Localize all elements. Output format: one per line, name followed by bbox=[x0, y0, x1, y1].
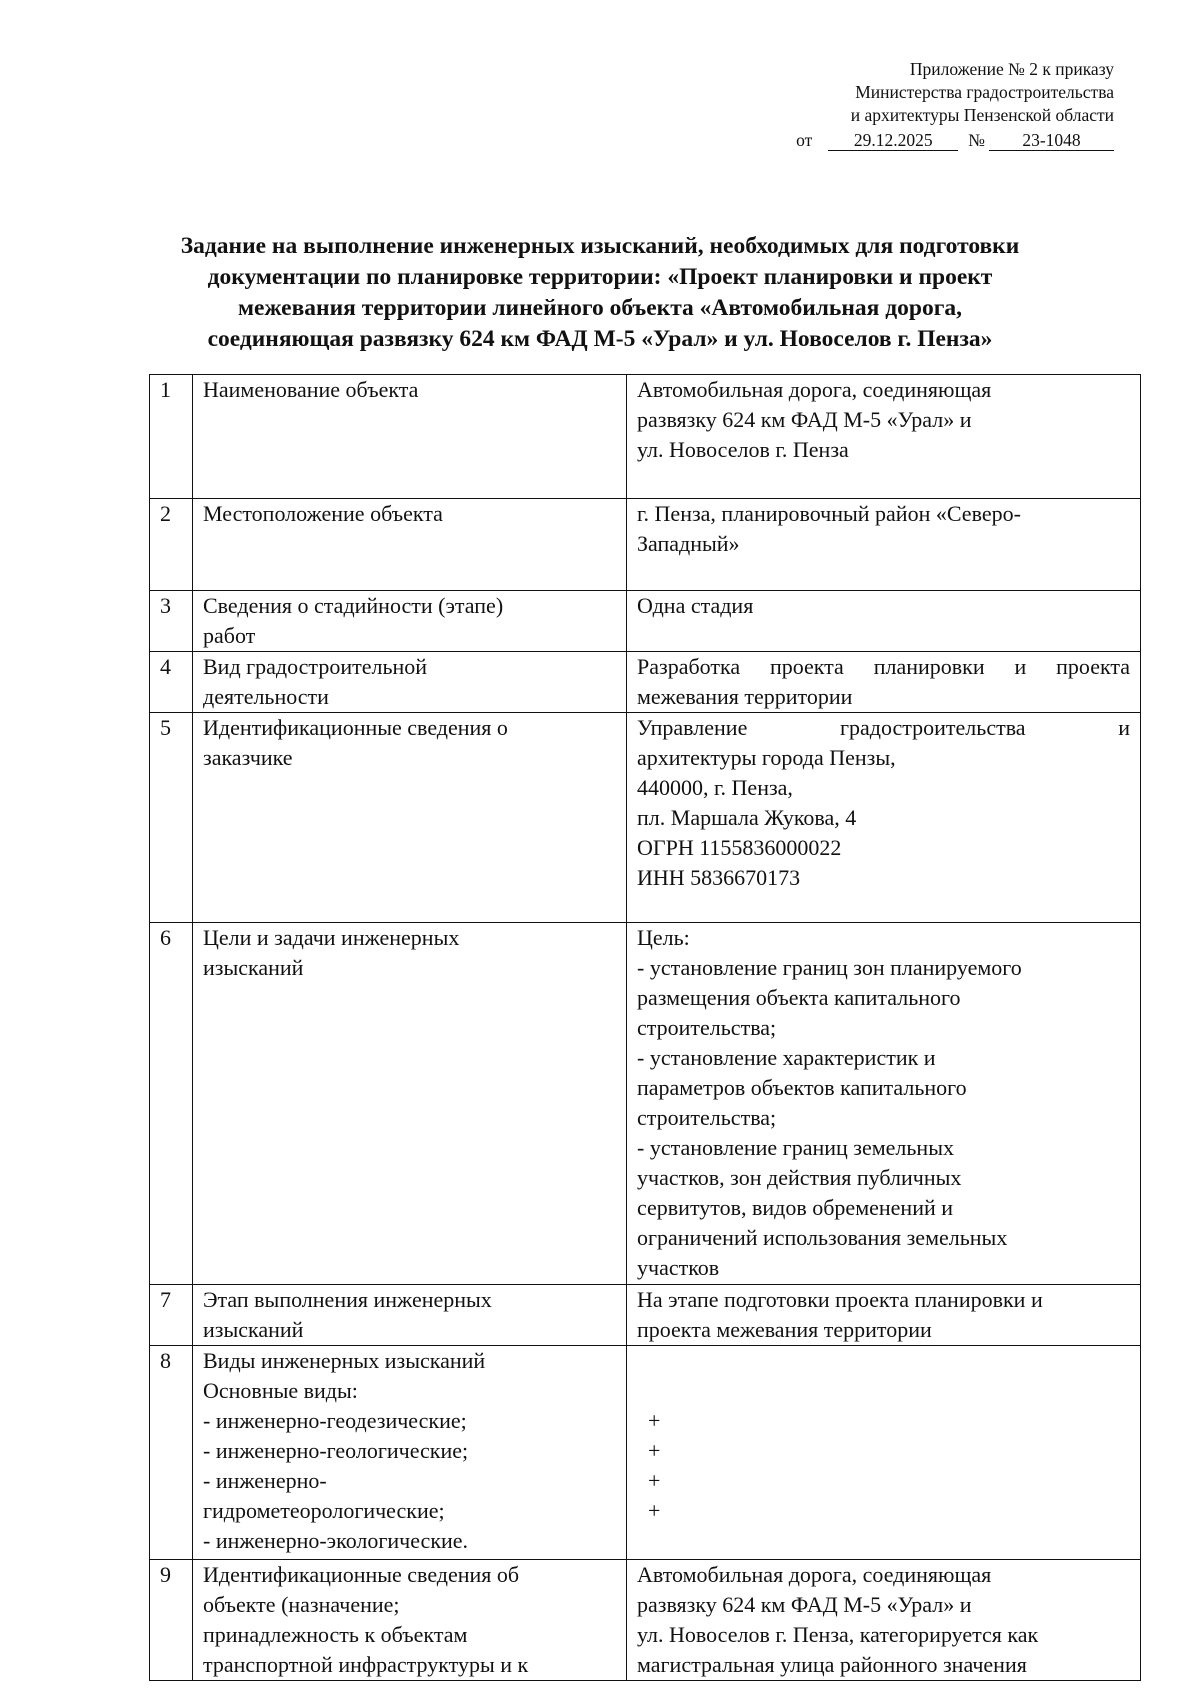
value-line: строительства; bbox=[637, 1105, 777, 1130]
label-line: объекте (назначение; bbox=[203, 1592, 400, 1617]
table-row bbox=[150, 1285, 1141, 1346]
title-line: соединяющая развязку 624 км ФАД М-5 «Урал» и ул. Новоселов г. Пенза» bbox=[207, 326, 993, 352]
row-label bbox=[193, 713, 627, 923]
value-line: - установление характеристик и bbox=[637, 1045, 936, 1070]
order-reference bbox=[784, 129, 1114, 152]
order-date: 29.12.2025 bbox=[828, 130, 958, 151]
value-line: развязку 624 км ФАД М-5 «Урал» и bbox=[637, 1592, 972, 1617]
row-label bbox=[193, 1346, 627, 1560]
title-line: документации по планировке территории: «Проект планировки и проект bbox=[207, 264, 993, 290]
row-number: 9 bbox=[150, 1560, 193, 1681]
appendix-line: Приложение № 2 к приказу bbox=[909, 59, 1114, 79]
value-line: - установление границ зон планируемого bbox=[637, 955, 1022, 980]
table-row bbox=[150, 923, 1141, 1285]
label-line: - инженерно-геологические; bbox=[203, 1438, 469, 1463]
value-line: участков bbox=[637, 1255, 720, 1280]
value-line: участков, зон действия публичных bbox=[637, 1165, 962, 1190]
value-line: Одна стадия bbox=[637, 593, 754, 618]
plus-mark: + bbox=[648, 1408, 661, 1433]
row-label bbox=[193, 923, 627, 1285]
label-line: Основные виды: bbox=[203, 1378, 358, 1403]
value-line: развязку 624 км ФАД М-5 «Урал» и bbox=[637, 407, 972, 432]
value-line: На этапе подготовки проекта планировки и bbox=[637, 1287, 1043, 1312]
value-line: архитектуры города Пензы, bbox=[637, 745, 896, 770]
plus-mark: + bbox=[648, 1468, 661, 1493]
appendix-header bbox=[784, 58, 1114, 152]
value-line: - установление границ земельных bbox=[637, 1135, 954, 1160]
row-value bbox=[627, 1560, 1141, 1681]
value-line: Автомобильная дорога, соединяющая bbox=[637, 1562, 992, 1587]
label-line: - инженерно-геодезические; bbox=[203, 1408, 467, 1433]
document-title bbox=[120, 231, 1080, 355]
value-line: г. Пенза, планировочный район «Северо- bbox=[637, 501, 1021, 526]
order-number-label: № bbox=[968, 130, 985, 150]
row-number: 5 bbox=[150, 713, 193, 923]
label-line: Наименование объекта bbox=[203, 377, 419, 402]
row-label bbox=[193, 652, 627, 713]
table-row bbox=[150, 1560, 1141, 1681]
row-value bbox=[627, 713, 1141, 923]
label-line: гидрометеорологические; bbox=[203, 1498, 445, 1523]
plus-mark: + bbox=[648, 1438, 661, 1463]
table-row bbox=[150, 499, 1141, 591]
label-line: - инженерно- bbox=[203, 1468, 327, 1493]
row-label bbox=[193, 1285, 627, 1346]
value-line: пл. Маршала Жукова, 4 bbox=[637, 805, 857, 830]
value-line: межевания территории bbox=[637, 684, 853, 709]
value-line: ул. Новоселов г. Пенза bbox=[637, 437, 849, 462]
value-line: строительства; bbox=[637, 1015, 777, 1040]
table-row bbox=[150, 713, 1141, 923]
label-line: Идентификационные сведения об bbox=[203, 1562, 520, 1587]
row-number: 8 bbox=[150, 1346, 193, 1560]
value-line: проекта межевания территории bbox=[637, 1317, 932, 1342]
value-line: 440000, г. Пенза, bbox=[637, 775, 793, 800]
table-row bbox=[150, 375, 1141, 499]
row-label bbox=[193, 375, 627, 499]
row-value bbox=[627, 923, 1141, 1285]
value-line: сервитутов, видов обременений и bbox=[637, 1195, 954, 1220]
label-line: изысканий bbox=[203, 955, 304, 980]
label-line: Местоположение объекта bbox=[203, 501, 443, 526]
value-line: размещения объекта капитального bbox=[637, 985, 961, 1010]
row-number: 4 bbox=[150, 652, 193, 713]
label-line: Цели и задачи инженерных bbox=[203, 925, 460, 950]
label-line: принадлежность к объектам bbox=[203, 1622, 468, 1647]
value-line: ИНН 5836670173 bbox=[637, 865, 801, 890]
value-line: Управление градостроительства и bbox=[637, 715, 1130, 740]
row-label bbox=[193, 1560, 627, 1681]
row-value bbox=[627, 375, 1141, 499]
row-number: 7 bbox=[150, 1285, 193, 1346]
title-line: межевания территории линейного объекта «Автомобильная дорога, bbox=[238, 295, 962, 321]
value-line: ул. Новоселов г. Пенза, категорируется как bbox=[637, 1622, 1039, 1647]
row-label bbox=[193, 591, 627, 652]
appendix-line: и архитектуры Пензенской области bbox=[850, 105, 1114, 125]
table-row bbox=[150, 1346, 1141, 1560]
value-line: ОГРН 1155836000022 bbox=[637, 835, 842, 860]
value-line: магистральная улица районного значения bbox=[637, 1652, 1027, 1677]
row-number: 2 bbox=[150, 499, 193, 591]
value-line: Разработка проекта планировки и проекта bbox=[637, 654, 1130, 679]
table-row bbox=[150, 652, 1141, 713]
title-line: Задание на выполнение инженерных изысканий, необходимых для подготовки bbox=[180, 233, 1020, 259]
assignment-table bbox=[149, 374, 1141, 1681]
label-line: - инженерно-экологические. bbox=[203, 1528, 469, 1553]
appendix-line: Министерства градостроительства bbox=[855, 82, 1114, 102]
label-line: Виды инженерных изысканий bbox=[203, 1348, 486, 1373]
label-line: заказчике bbox=[203, 745, 293, 770]
order-from-label: от bbox=[796, 130, 813, 150]
label-line: деятельности bbox=[203, 684, 329, 709]
value-line: параметров объектов капитального bbox=[637, 1075, 967, 1100]
row-label bbox=[193, 499, 627, 591]
row-value bbox=[627, 1346, 1141, 1560]
label-line: Идентификационные сведения о bbox=[203, 715, 508, 740]
value-line: Цель: bbox=[637, 925, 690, 950]
table-row bbox=[150, 591, 1141, 652]
row-value bbox=[627, 591, 1141, 652]
label-line: Сведения о стадийности (этапе) bbox=[203, 593, 504, 618]
plus-mark: + bbox=[648, 1498, 661, 1523]
value-line: Автомобильная дорога, соединяющая bbox=[637, 377, 992, 402]
label-line: изысканий bbox=[203, 1317, 304, 1342]
label-line: Этап выполнения инженерных bbox=[203, 1287, 492, 1312]
row-number: 6 bbox=[150, 923, 193, 1285]
value-line: ограничений использования земельных bbox=[637, 1225, 1008, 1250]
label-line: транспортной инфраструктуры и к bbox=[203, 1652, 529, 1677]
row-number: 1 bbox=[150, 375, 193, 499]
value-line: Западный» bbox=[637, 531, 740, 556]
row-value bbox=[627, 1285, 1141, 1346]
row-value bbox=[627, 499, 1141, 591]
row-number: 3 bbox=[150, 591, 193, 652]
label-line: работ bbox=[203, 623, 256, 648]
order-number: 23-1048 bbox=[989, 130, 1114, 151]
label-line: Вид градостроительной bbox=[203, 654, 428, 679]
row-value bbox=[627, 652, 1141, 713]
